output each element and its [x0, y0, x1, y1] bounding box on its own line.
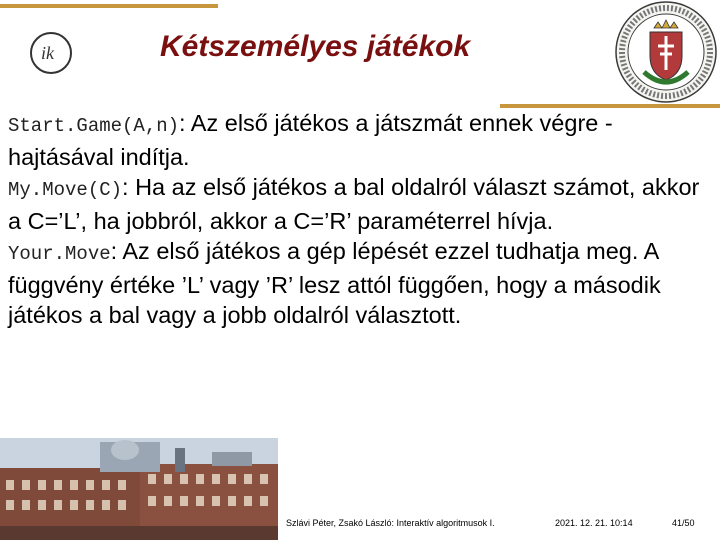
- campus-building-image: [0, 438, 278, 540]
- ik-logo-icon: [28, 30, 74, 76]
- slide-title: Kétszemélyes játékok: [160, 30, 471, 63]
- paragraph-my-move: [8, 172, 714, 236]
- footer-page-number: 41/50: [672, 518, 695, 528]
- paragraph-start-game: [8, 108, 714, 172]
- text-start-game: : Az első játékos a játszmát ennek végre -hajtásával indítja.: [8, 110, 613, 170]
- top-accent-bar: [0, 4, 218, 8]
- text-my-move: : Ha az első játékos a bal oldalról választ számot, akkor a C=’L’, ha jobbról, akkor a C=’R’ paraméterrel hívja.: [8, 174, 700, 234]
- text-your-move: : Az első játékos a gép lépését ezzel tudhatja meg. A függvény értéke ’L’ vagy ’R’ lesz attól függően, hogy a második játékos a bal vagy a jobb oldalról választott.: [8, 238, 661, 328]
- footer-date: 2021. 12. 21. 10:14: [555, 518, 633, 528]
- footer-author: Szlávi Péter, Zsakó László: Interaktív algoritmusok I.: [286, 518, 495, 528]
- code-start-game: Start.Game(A,n): [8, 115, 180, 137]
- svg-text:ik: ik: [41, 43, 54, 63]
- code-my-move: My.Move(C): [8, 179, 123, 201]
- university-seal-icon: [614, 0, 718, 104]
- slide-content: [8, 108, 714, 331]
- code-your-move: Your.Move: [8, 243, 111, 265]
- paragraph-your-move: [8, 236, 714, 331]
